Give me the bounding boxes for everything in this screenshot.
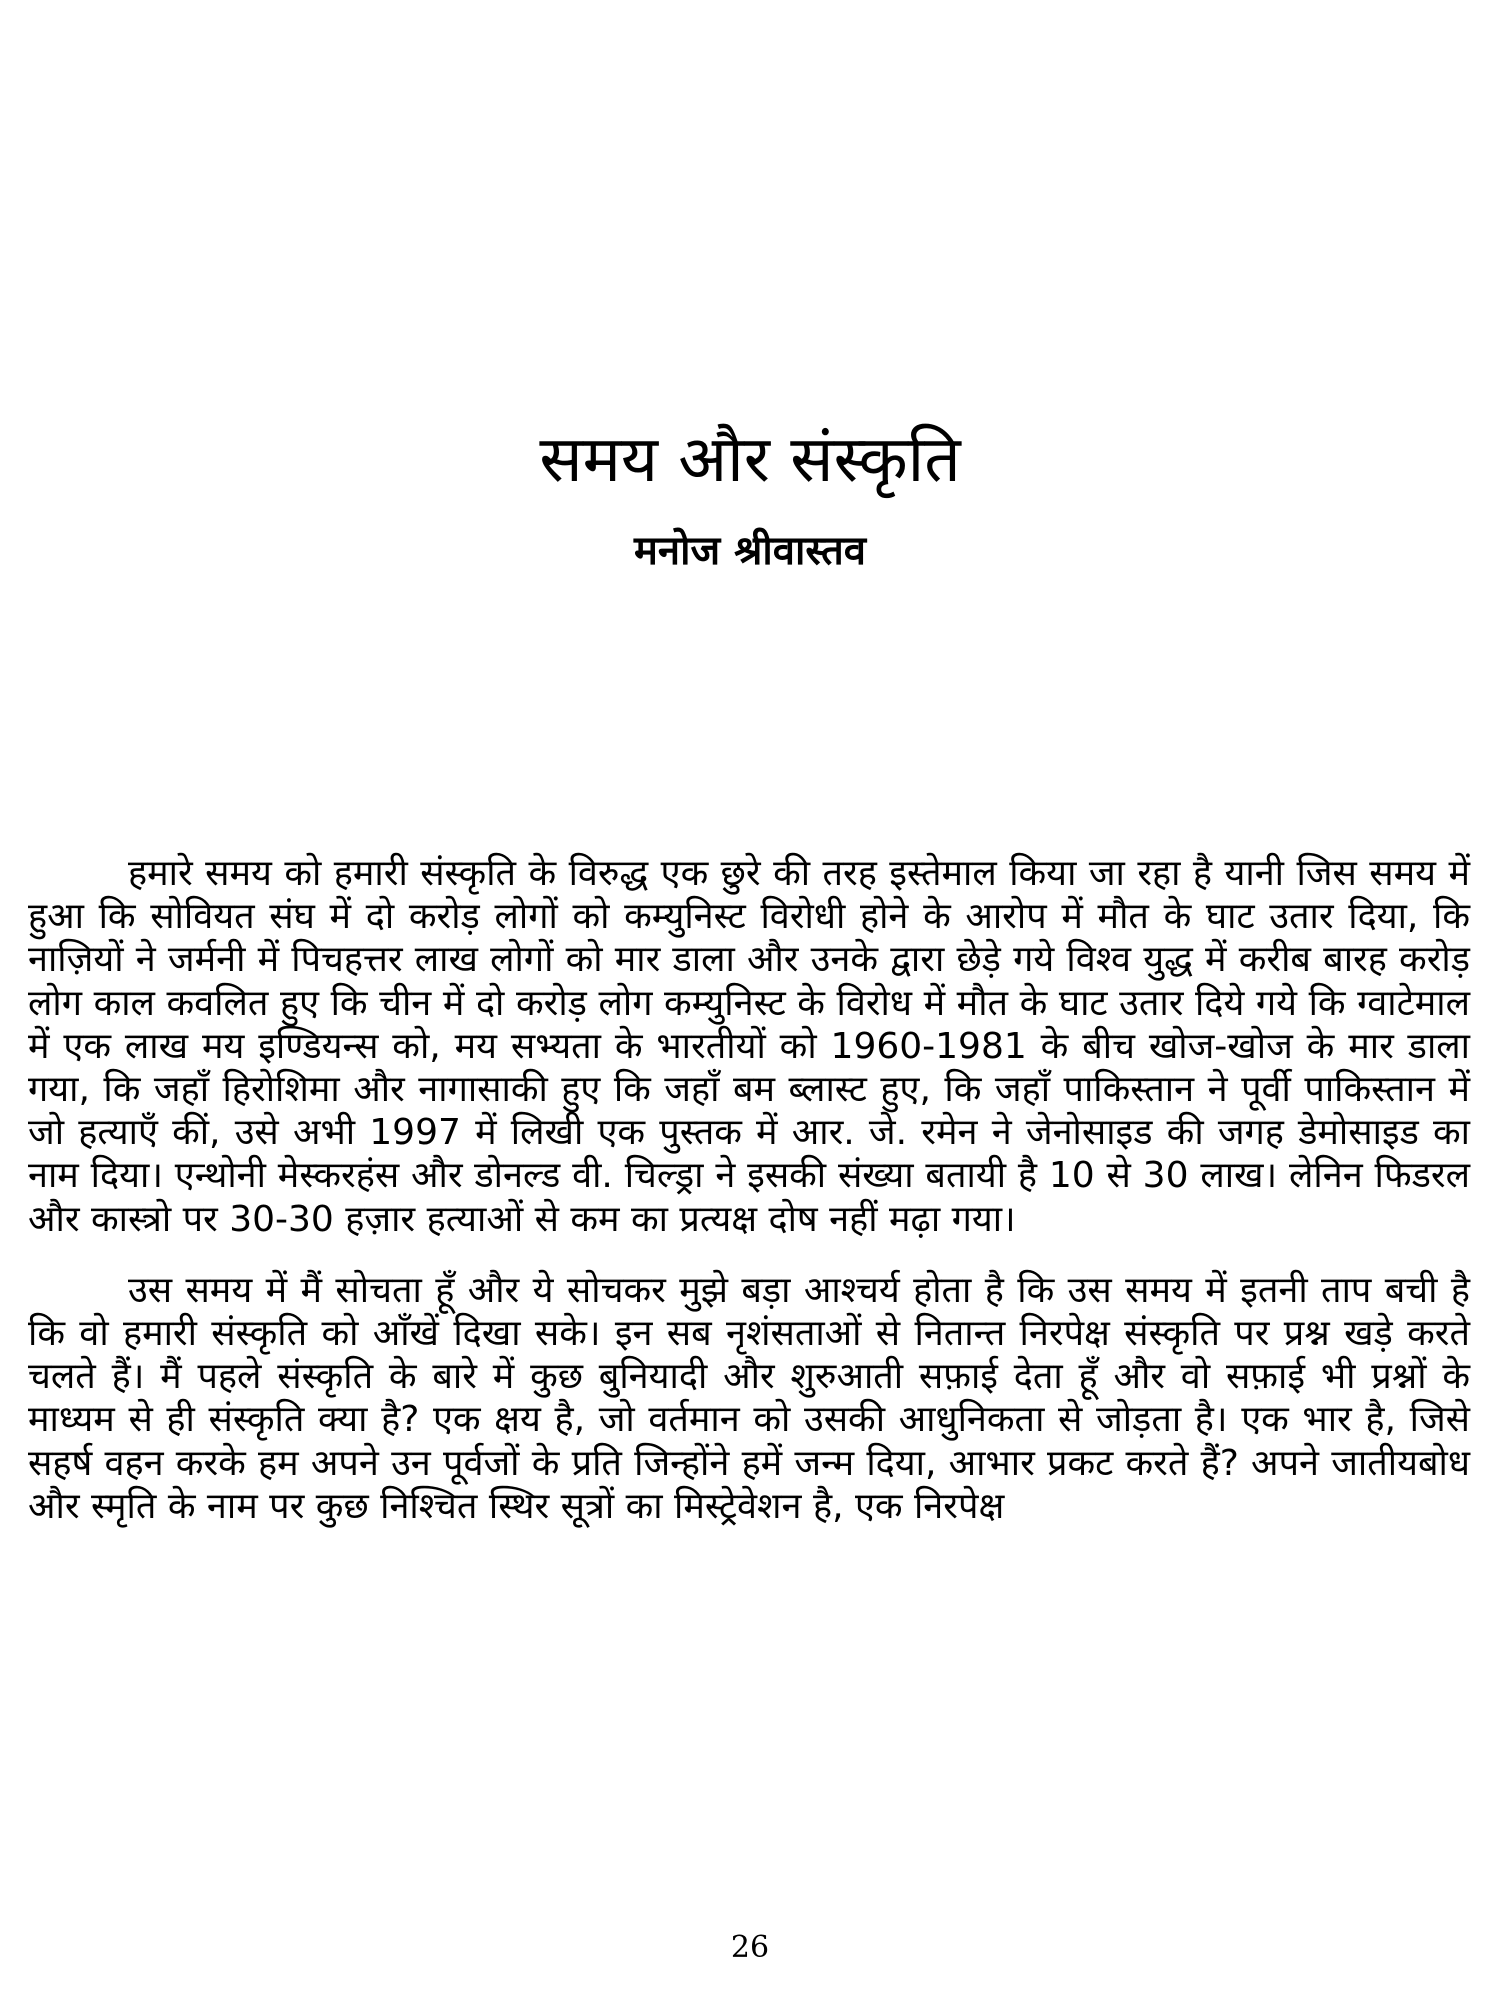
paragraph-2: उस समय में मैं सोचता हूँ और ये सोचकर मुझे बड़ा आश्चर्य होता है कि उस समय में इतनी ताप बची है कि वो हमारी संस्कृति को आँखें दिखा सके। इन सब नृशंसताओं से नितान्त निरपेक्ष संस्कृति पर प्रश्न खड़े करते चलते हैं। मैं पहले संस्कृति के बारे में कुछ बुनियादी और शुरुआती सफ़ाई देता हूँ और वो सफ़ाई भी प्रश्नों के माध्यम से ही संस्कृति क्या है? एक क्षय है, जो वर्तमान को उसकी आधुनिकता से जोड़ता है। एक भार है, जिसे सहर्ष वहन करके हम अपने उन पूर्वजों के प्रति जिन्होंने हमें जन्म दिया, आभार प्रकट करते हैं? अपने जातीयबोध और स्मृति के नाम पर कुछ निश्चित स्थिर सूत्रों का मिस्ट्रेवेशन है, एक निरपेक्ष [28, 1269, 1470, 1527]
page-number: 26 [730, 1930, 770, 1965]
paragraph-1: हमारे समय को हमारी संस्कृति के विरुद्ध एक छुरे की तरह इस्तेमाल किया जा रहा है यानी जिस समय में हुआ कि सोवियत संघ में दो करोड़ लोगों को कम्युनिस्ट विरोधी होने के आरोप में मौत के घाट उतार दिया, कि नाज़ियों ने जर्मनी में पिचहत्तर लाख लोगों को मार डाला और उनके द्वारा छेड़े गये विश्व युद्ध में करीब बारह करोड़ लोग काल कवलित हुए कि चीन में दो करोड़ लोग कम्युनिस्ट के विरोध में मौत के घाट उतार दिये गये कि ग्वाटेमाल में एक लाख मय इण्डियन्स को, मय सभ्यता के भारतीयों को 1960-1981 के बीच खोज-खोज के मार डाला गया, कि जहाँ हिरोशिमा और नागासाकी हुए कि जहाँ बम ब्लास्ट हुए, कि जहाँ पाकिस्तान ने पूर्वी पाकिस्तान में जो हत्याएँ कीं, उसे अभी 1997 में लिखी एक पुस्तक में आर. जे. रमेन ने जेनोसाइड की जगह डेमोसाइड का नाम दिया। एन्थोनी मेस्करहंस और डोनल्ड वी. चिल्ड्रा ने इसकी संख्या बतायी है 10 से 30 लाख। लेनिन फिडरल और कास्त्रो पर 30-30 हज़ार हत्याओं से कम का प्रत्यक्ष दोष नहीं मढ़ा गया। [28, 853, 1470, 1240]
author-name: मनोज श्रीवास्तव [634, 528, 866, 574]
body-text [28, 852, 1470, 1528]
chapter-title: समय और संस्कृति [539, 423, 961, 497]
